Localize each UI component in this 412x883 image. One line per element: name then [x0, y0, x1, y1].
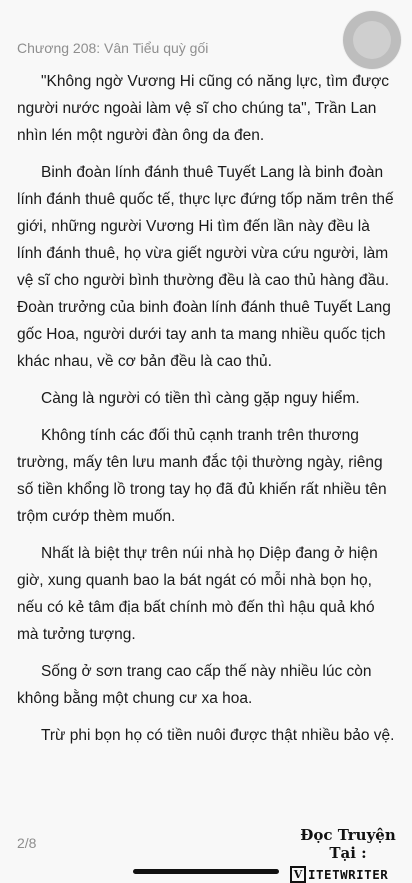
paragraph: Nhất là biệt thự trên núi nhà họ Diệp đang ở hiện giờ, xung quanh bao la bát ngát có mỗi nhà bọn họ, nếu có kẻ tâm địa bất chính mò đến thì hậu quả khó mà tưởng tượng. [17, 545, 378, 643]
floating-menu-button[interactable] [343, 11, 401, 69]
reader-content [17, 68, 399, 759]
paragraph: Sống ở sơn trang cao cấp thế này nhiều lúc còn không bằng một chung cư xa hoa. [17, 663, 372, 707]
page-number: 2/8 [17, 835, 37, 851]
watermark [290, 826, 406, 883]
home-indicator[interactable] [133, 869, 279, 874]
vitetwriter-logo-icon: V [290, 866, 306, 883]
paragraph: Càng là người có tiền thì càng gặp nguy hiểm. [41, 390, 360, 407]
watermark-text: Đọc Truyện Tại : [300, 826, 396, 862]
paragraph: "Không ngờ Vương Hi cũng có năng lực, tìm được người nước ngoài làm vệ sĩ cho chúng ta", Trần Lan nhìn lén một người đàn ông da đen. [17, 73, 390, 144]
watermark-brand-row [290, 866, 406, 883]
paragraph: Không tính các đối thủ cạnh tranh trên thương trường, mấy tên lưu manh đắc tội thường ngày, riêng số tiền khổng lồ trong tay họ đã đủ khiến rất nhiều tên trộm cướp thèm muốn. [17, 427, 387, 525]
paragraph: Trừ phi bọn họ có tiền nuôi được thật nhiều bảo vệ. [41, 727, 395, 744]
chapter-title: Chương 208: Vân Tiểu quỳ gối [17, 40, 209, 56]
paragraph: Binh đoàn lính đánh thuê Tuyết Lang là binh đoàn lính đánh thuê quốc tế, thực lực đứng tốp năm trên thế giới, những người Vương Hi tìm đến lần này đều là lính đánh thuê, họ vừa giết người vừa cứu người, làm vệ sĩ cho người bình thường đều là cao thủ hàng đầu. Đoàn trưởng của binh đoàn lính đánh thuê Tuyết Lang gốc Hoa, người dưới tay anh ta mang nhiều quốc tịch khác nhau, về cơ bản đều là cao thủ. [17, 164, 394, 370]
watermark-brand: ITETWRITER [308, 867, 389, 882]
floating-button-inner [353, 21, 391, 59]
